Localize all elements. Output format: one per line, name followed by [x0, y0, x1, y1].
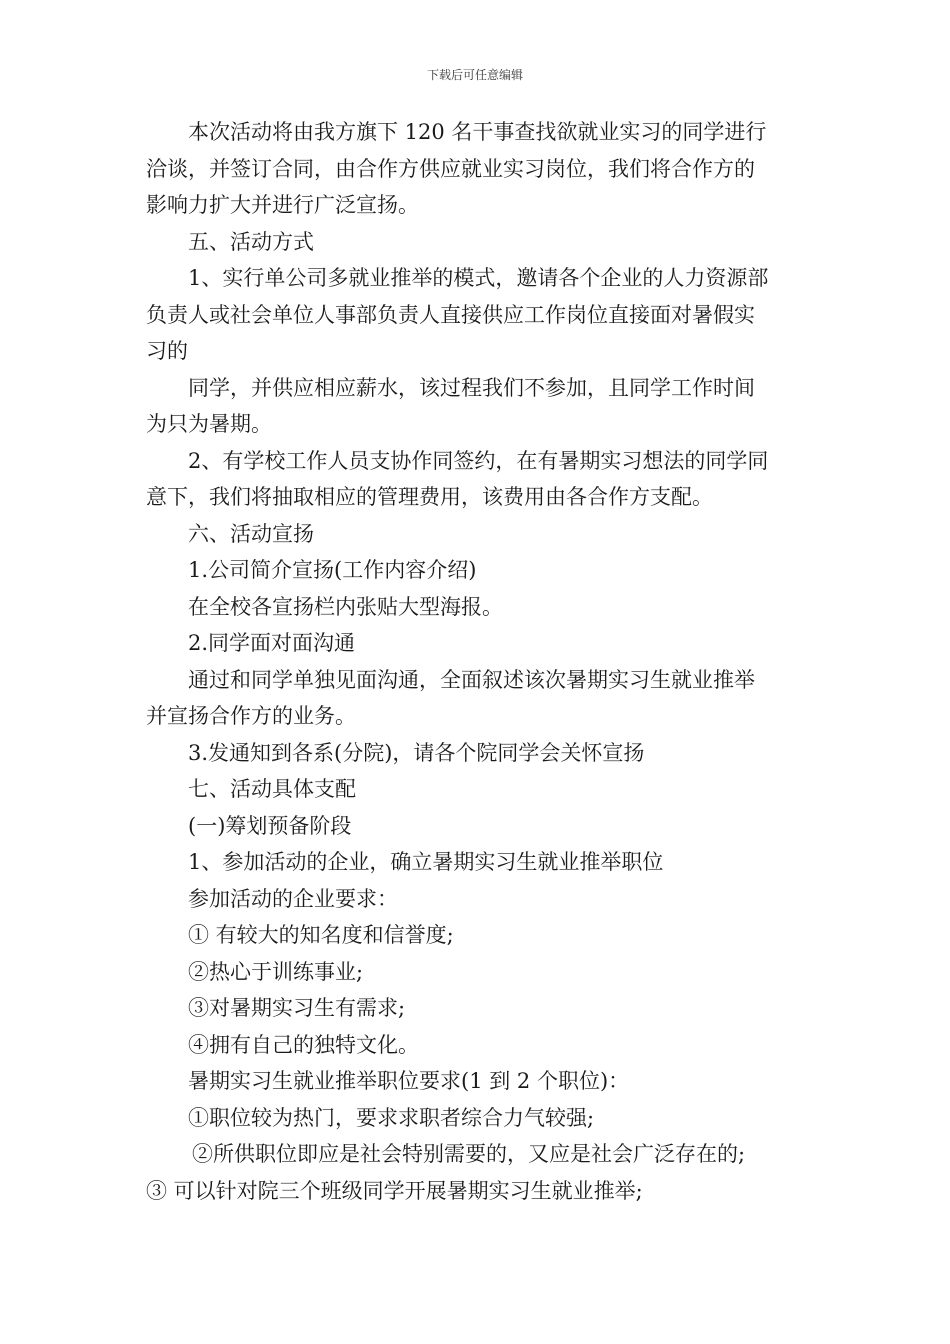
paragraph-line: 并宣扬合作方的业务。	[146, 704, 356, 728]
subsection-heading: 3.发通知到各系(分院)，请各个院同学会关怀宣扬	[188, 740, 645, 765]
list-item: ④拥有自己的独特文化。	[188, 1032, 419, 1057]
list-item: ①职位较为热门，要求求职者综合力气较强;	[188, 1105, 595, 1130]
paragraph-line: 通过和同学单独见面沟通，全面叙述该次暑期实习生就业推举	[188, 667, 755, 692]
section-heading: 七、活动具体支配	[188, 777, 356, 801]
list-item: ③对暑期实习生有需求;	[188, 996, 406, 1020]
paragraph-line: 在全校各宣扬栏内张贴大型海报。	[188, 594, 503, 619]
list-item: ②热心于训练事业;	[188, 959, 364, 984]
paragraph-line: 为只为暑期。	[146, 412, 272, 436]
paragraph-line: 同学，并供应相应薪水，该过程我们不参加，且同学工作时间	[188, 375, 755, 400]
page-header-note: 下载后可任意编辑	[426, 68, 523, 82]
paragraph-line: 1、参加活动的企业，确立暑期实习生就业推举职位	[188, 850, 664, 874]
paragraph-line: 习的	[146, 339, 188, 363]
paragraph-line: 1、实行单公司多就业推举的模式，邀请各个企业的人力资源部	[188, 266, 769, 290]
document-body	[146, 114, 810, 1209]
paragraph-line: 本次活动将由我方旗下 120 名干事查找欲就业实习的同学进行	[188, 120, 767, 144]
paragraph-line: 影响力扩大并进行广泛宣扬。	[146, 193, 419, 217]
subsection-heading: 2.同学面对面沟通	[188, 631, 356, 655]
section-heading: 六、活动宣扬	[188, 521, 314, 546]
list-item: ③ 可以针对院三个班级同学开展暑期实习生就业推举;	[146, 1178, 643, 1203]
paragraph-line: 意下，我们将抽取相应的管理费用，该费用由各合作方支配。	[146, 485, 713, 509]
paragraph-line: 洽谈，并签订合同，由合作方供应就业实习岗位，我们将合作方的	[146, 156, 755, 181]
subsection-heading: 1.公司简介宣扬(工作内容介绍)	[188, 558, 477, 582]
paragraph-line: 暑期实习生就业推举职位要求(1 到 2 个职位)：	[188, 1069, 630, 1093]
list-item: ②所供职位即应是社会特别需要的，又应是社会广泛存在的;	[192, 1142, 746, 1166]
paragraph-line: 2、有学校工作人员支协作同签约，在有暑期实习想法的同学同	[188, 448, 769, 473]
paragraph-line: 参加活动的企业要求：	[188, 886, 398, 911]
list-item: ① 有较大的知名度和信誉度;	[188, 923, 454, 947]
paragraph-line: 负责人或社会单位人事部负责人直接供应工作岗位直接面对暑假实	[146, 302, 755, 327]
section-heading: 五、活动方式	[188, 229, 314, 254]
subsection-heading: (一)筹划预备阶段	[188, 813, 352, 838]
